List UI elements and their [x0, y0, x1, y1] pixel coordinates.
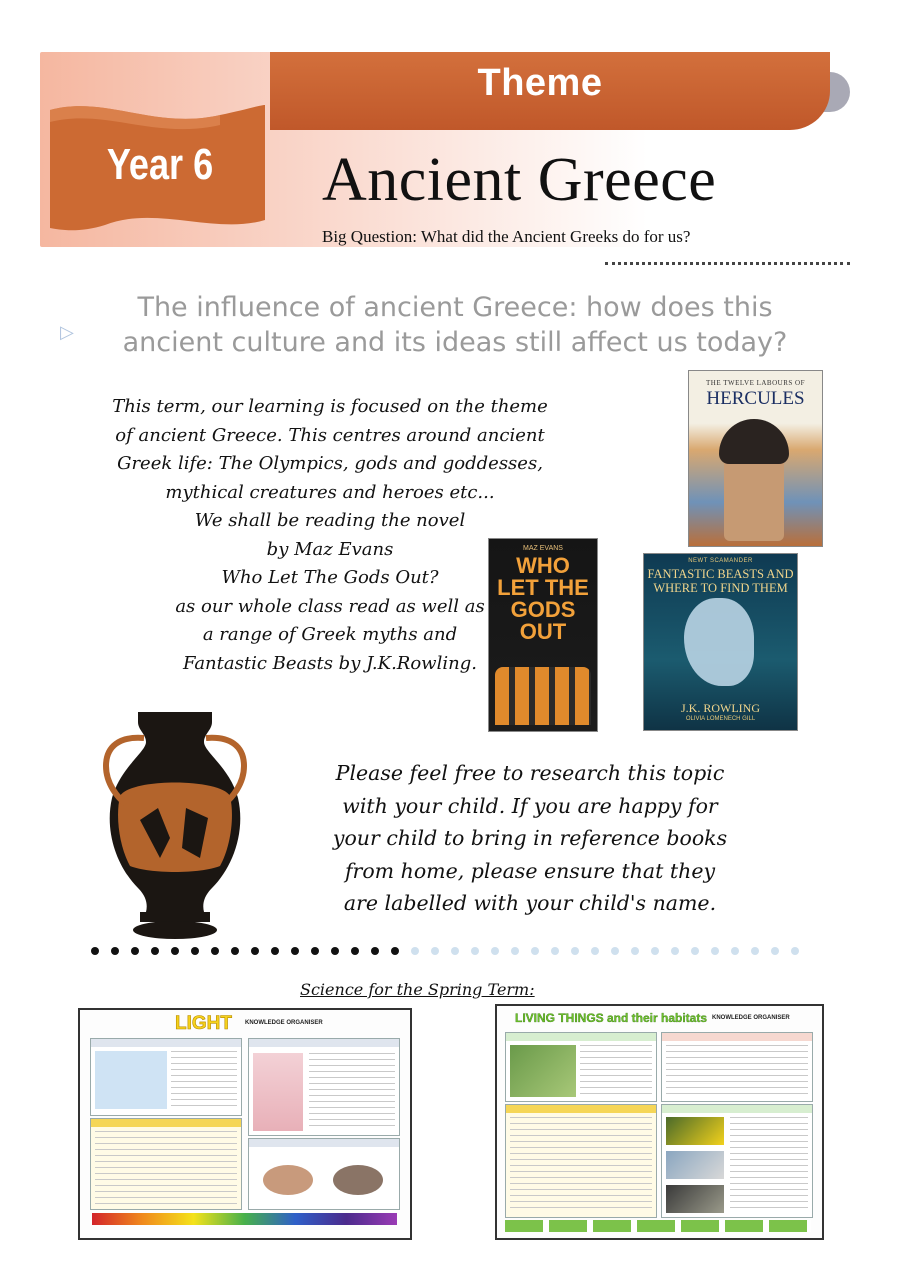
flower-photo-icon [666, 1117, 724, 1145]
subtitle-line: The influence of ancient Greece: how does this [137, 292, 773, 323]
light-knowledge-organiser [78, 1008, 412, 1240]
organiser-box [90, 1118, 242, 1210]
light-organiser-subtitle: KNOWLEDGE ORGANISER [245, 1020, 323, 1026]
subtitle [60, 290, 850, 360]
book-gods-author: MAZ EVANS [523, 545, 563, 552]
bird-photo-icon [666, 1151, 724, 1179]
living-organiser-subtitle: KNOWLEDGE ORGANISER [712, 1015, 790, 1021]
research-line: your child to bring in reference books [332, 826, 728, 850]
book-hercules-subtitle: THE TWELVE LABOURS OF [706, 379, 805, 387]
intro-line: Fantastic Beasts by J.K.Rowling. [183, 652, 477, 674]
organiser-box [248, 1138, 400, 1210]
research-line: with your child. If you are happy for [342, 793, 718, 818]
organiser-box [505, 1104, 657, 1218]
book-beasts-top: NEWT SCAMANDER [688, 558, 753, 564]
dotted-divider-top [605, 262, 850, 265]
light-diagram-icon [253, 1053, 303, 1131]
book-gods-title: WHO LET THE GODS OUT [497, 553, 589, 644]
intro-line: This term, our learning is focused on the theme [112, 396, 548, 417]
eye-icon [333, 1165, 383, 1195]
research-line: Please feel free to research this topic [335, 761, 725, 785]
intro-line: of ancient Greece. This centres around ancient [115, 424, 545, 446]
book-cover-hercules [688, 370, 823, 547]
book-beasts-illustrator: OLIVIA LOMENECH GILL [685, 716, 756, 722]
lightbulb-icon [95, 1051, 167, 1109]
science-title: Science for the Spring Term: [300, 980, 535, 999]
book-cover-fantastic-beasts [643, 553, 798, 731]
organiser-box [505, 1032, 657, 1102]
badger-photo-icon [666, 1185, 724, 1213]
heron-icon [684, 598, 754, 686]
greek-vase-icon [100, 708, 250, 940]
page-title: Ancient Greece [322, 146, 717, 214]
theme-label: Theme [477, 62, 603, 104]
light-spectrum-bar [92, 1213, 397, 1225]
habitat-photo-icon [510, 1045, 576, 1097]
living-things-knowledge-organiser [495, 1004, 824, 1240]
intro-line: Greek life: The Olympics, gods and goddesses, [117, 453, 543, 474]
year-label: Year 6 [106, 140, 214, 189]
dotted-divider [88, 944, 818, 958]
intro-line: mythical creatures and heroes etc... [165, 481, 495, 503]
organiser-header [497, 1006, 822, 1032]
eye-icon [263, 1165, 313, 1195]
hercules-hair-icon [719, 419, 789, 464]
living-organiser-title: LIVING THINGS and their habitats [515, 1011, 708, 1025]
organiser-box [248, 1038, 400, 1136]
intro-line: We shall be reading the novel [194, 510, 466, 531]
intro-line: as our whole class read as well as [175, 595, 485, 617]
intro-line: Who Let The Gods Out? [221, 567, 439, 588]
research-line: are labelled with your child's name. [343, 891, 717, 915]
organiser-box [661, 1104, 813, 1218]
research-line: from home, please ensure that they [344, 858, 716, 883]
light-organiser-title: LIGHT [175, 1013, 232, 1034]
book-hercules-title: HERCULES [706, 388, 805, 409]
gods-figures-icon [495, 667, 591, 725]
classification-arrows-bar [505, 1220, 811, 1232]
big-question: Big Question: What did the Ancient Greeks do for us? [322, 227, 691, 246]
organiser-box [90, 1038, 242, 1116]
intro-line: by Maz Evans [266, 538, 394, 560]
book-beasts-title: FANTASTIC BEASTS AND WHERE TO FIND THEM [647, 567, 794, 595]
intro-line: a range of Greek myths and [202, 624, 458, 645]
book-cover-who-let-the-gods-out [488, 538, 598, 732]
research-paragraph [270, 757, 790, 920]
subtitle-line: ancient culture and its ideas still affect us today? [122, 327, 788, 358]
arrow-icon: ▷ [60, 322, 74, 342]
book-beasts-author: J.K. ROWLING [681, 701, 760, 715]
organiser-box [661, 1032, 813, 1102]
organiser-header [80, 1010, 410, 1036]
